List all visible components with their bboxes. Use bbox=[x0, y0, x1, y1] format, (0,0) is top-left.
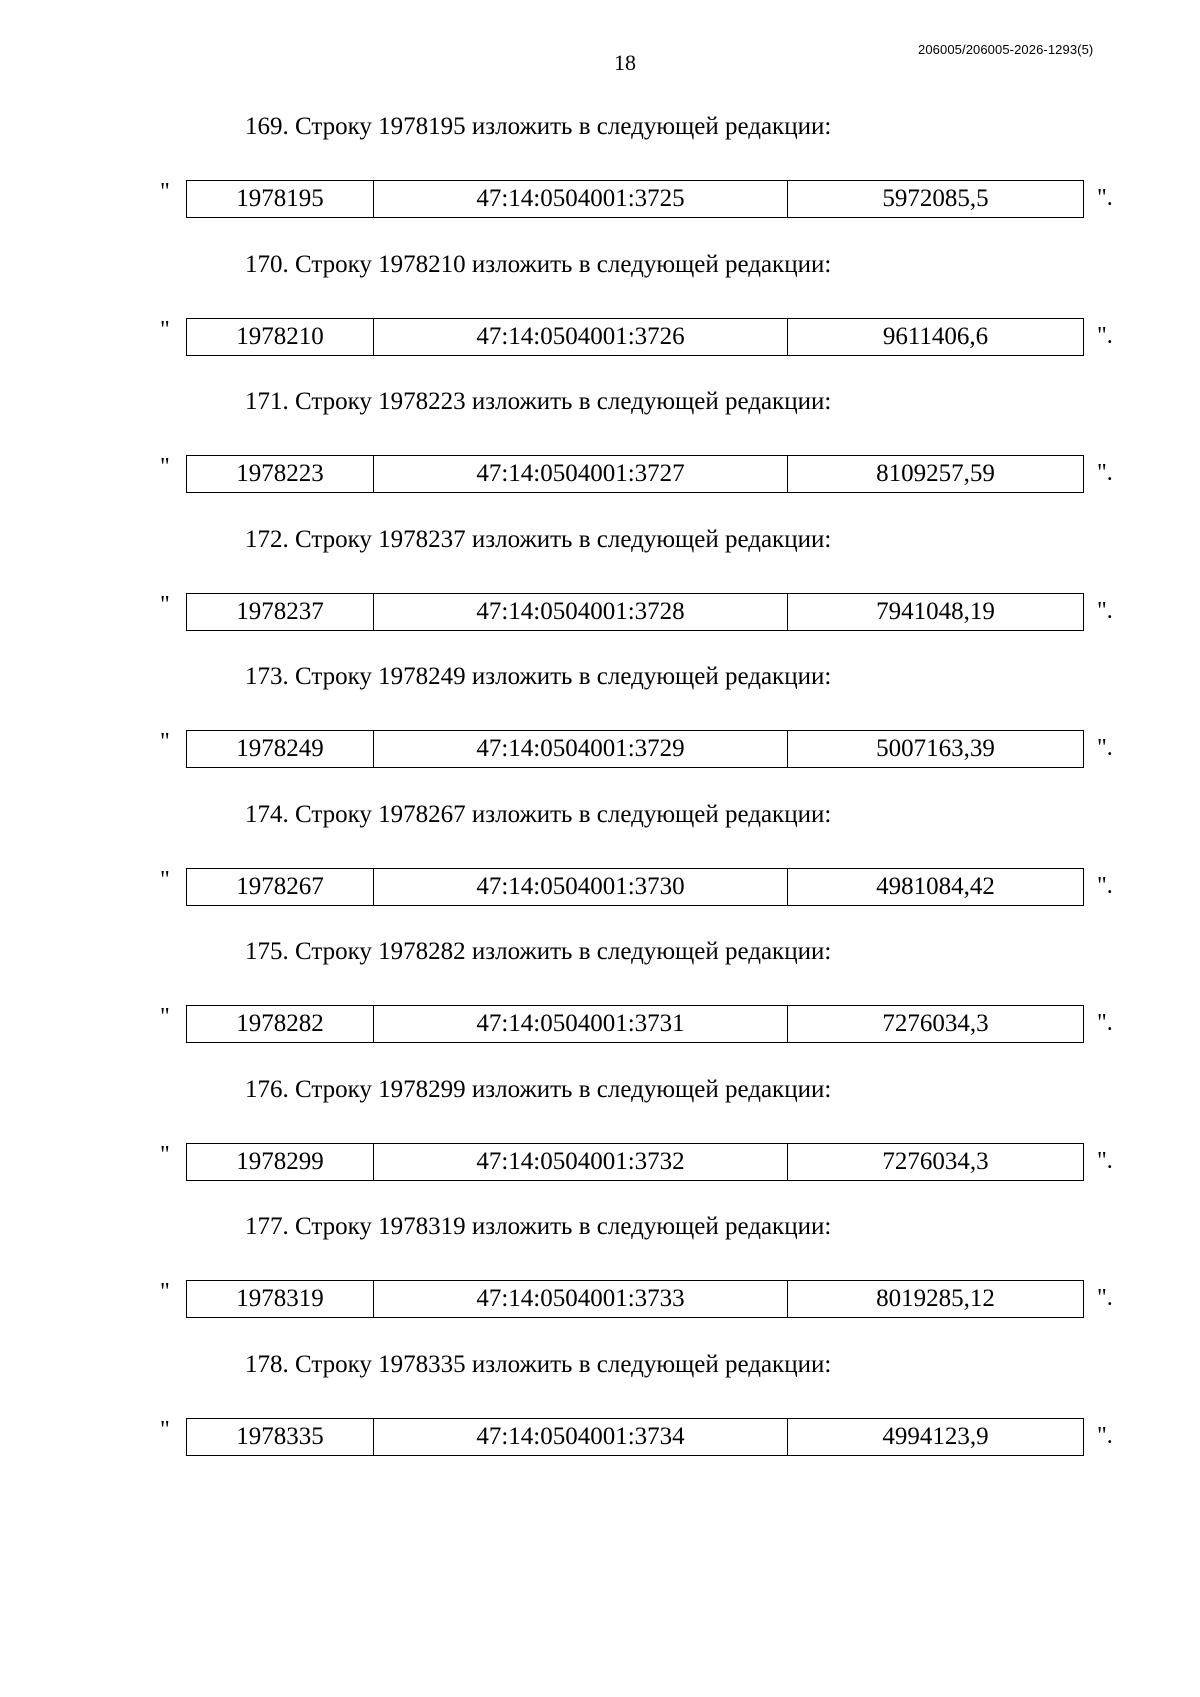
value-cell: 5007163,39 bbox=[788, 731, 1084, 768]
value-cell: 7276034,3 bbox=[788, 1143, 1084, 1180]
value-cell: 7276034,3 bbox=[788, 1006, 1084, 1043]
replacement-row bbox=[0, 593, 1200, 633]
amendment-item bbox=[0, 800, 1200, 938]
replacement-row bbox=[0, 1280, 1200, 1320]
row-code-cell: 1978249 bbox=[187, 731, 374, 768]
document-id: 206005/206005-2026-1293(5) bbox=[918, 42, 1094, 57]
opening-quote: " bbox=[160, 1416, 170, 1443]
replacement-table bbox=[186, 593, 1084, 631]
replacement-table bbox=[186, 1005, 1084, 1043]
amendment-instruction: 173. Строку 1978249 изложить в следующей редакции: bbox=[245, 663, 832, 690]
replacement-row bbox=[0, 455, 1200, 495]
replacement-table bbox=[186, 1418, 1084, 1456]
closing-quote: ". bbox=[1097, 1285, 1113, 1311]
amendment-item bbox=[0, 1212, 1200, 1350]
page-number: 18 bbox=[614, 50, 636, 75]
replacement-table bbox=[186, 455, 1084, 493]
amendment-item bbox=[0, 112, 1200, 250]
row-code-cell: 1978282 bbox=[187, 1006, 374, 1043]
cadastral-number-cell: 47:14:0504001:3725 bbox=[374, 181, 788, 218]
cadastral-number-cell: 47:14:0504001:3726 bbox=[374, 318, 788, 355]
closing-quote: ". bbox=[1097, 1422, 1113, 1449]
cadastral-number-cell: 47:14:0504001:3728 bbox=[374, 593, 788, 630]
amendment-item bbox=[0, 250, 1200, 388]
cadastral-number-cell: 47:14:0504001:3729 bbox=[374, 731, 788, 768]
amendment-item bbox=[0, 1350, 1200, 1488]
value-cell: 8019285,12 bbox=[788, 1281, 1084, 1318]
opening-quote: " bbox=[160, 591, 170, 618]
replacement-row bbox=[0, 1143, 1200, 1183]
cadastral-number-cell: 47:14:0504001:3730 bbox=[374, 868, 788, 905]
value-cell: 4994123,9 bbox=[788, 1418, 1084, 1455]
opening-quote: " bbox=[160, 729, 170, 755]
value-cell: 9611406,6 bbox=[788, 318, 1084, 355]
closing-quote: ". bbox=[1097, 735, 1113, 761]
cadastral-number-cell: 47:14:0504001:3732 bbox=[374, 1143, 788, 1180]
row-code-cell: 1978319 bbox=[187, 1281, 374, 1318]
amendment-instruction: 177. Строку 1978319 изложить в следующей редакции: bbox=[245, 1213, 832, 1240]
closing-quote: ". bbox=[1097, 597, 1113, 624]
opening-quote: " bbox=[160, 1141, 170, 1168]
amendment-instruction: 176. Строку 1978299 изложить в следующей редакции: bbox=[245, 1075, 832, 1103]
amendment-list bbox=[0, 112, 1200, 1487]
amendment-instruction: 174. Строку 1978267 изложить в следующей редакции: bbox=[245, 800, 832, 828]
amendment-item bbox=[0, 387, 1200, 525]
row-code-cell: 1978210 bbox=[187, 318, 374, 355]
value-cell: 8109257,59 bbox=[788, 456, 1084, 493]
opening-quote: " bbox=[160, 179, 170, 205]
amendment-instruction: 169. Строку 1978195 изложить в следующей редакции: bbox=[245, 113, 832, 140]
replacement-table bbox=[186, 180, 1084, 218]
replacement-row bbox=[0, 730, 1200, 770]
amendment-instruction: 170. Строку 1978210 изложить в следующей редакции: bbox=[245, 250, 832, 278]
closing-quote: ". bbox=[1097, 872, 1113, 899]
cadastral-number-cell: 47:14:0504001:3734 bbox=[374, 1418, 788, 1455]
replacement-table bbox=[186, 730, 1084, 768]
closing-quote: ". bbox=[1097, 460, 1113, 486]
closing-quote: ". bbox=[1097, 1010, 1113, 1036]
replacement-table bbox=[186, 318, 1084, 356]
amendment-instruction: 171. Строку 1978223 изложить в следующей редакции: bbox=[245, 388, 832, 415]
row-code-cell: 1978299 bbox=[187, 1143, 374, 1180]
closing-quote: ". bbox=[1097, 322, 1113, 349]
cadastral-number-cell: 47:14:0504001:3731 bbox=[374, 1006, 788, 1043]
amendment-instruction: 178. Строку 1978335 изложить в следующей редакции: bbox=[245, 1350, 832, 1378]
amendment-item bbox=[0, 662, 1200, 800]
cadastral-number-cell: 47:14:0504001:3727 bbox=[374, 456, 788, 493]
row-code-cell: 1978195 bbox=[187, 181, 374, 218]
amendment-item bbox=[0, 525, 1200, 663]
replacement-row bbox=[0, 318, 1200, 358]
opening-quote: " bbox=[160, 454, 170, 480]
row-code-cell: 1978335 bbox=[187, 1418, 374, 1455]
value-cell: 5972085,5 bbox=[788, 181, 1084, 218]
opening-quote: " bbox=[160, 1004, 170, 1030]
closing-quote: ". bbox=[1097, 185, 1113, 211]
amendment-item bbox=[0, 1075, 1200, 1213]
replacement-row bbox=[0, 1005, 1200, 1045]
replacement-row bbox=[0, 868, 1200, 908]
opening-quote: " bbox=[160, 1279, 170, 1305]
row-code-cell: 1978267 bbox=[187, 868, 374, 905]
opening-quote: " bbox=[160, 316, 170, 343]
closing-quote: ". bbox=[1097, 1147, 1113, 1174]
opening-quote: " bbox=[160, 866, 170, 893]
value-cell: 4981084,42 bbox=[788, 868, 1084, 905]
replacement-table bbox=[186, 868, 1084, 906]
replacement-table bbox=[186, 1143, 1084, 1181]
cadastral-number-cell: 47:14:0504001:3733 bbox=[374, 1281, 788, 1318]
replacement-row bbox=[0, 180, 1200, 220]
replacement-row bbox=[0, 1418, 1200, 1458]
replacement-table bbox=[186, 1280, 1084, 1318]
amendment-instruction: 172. Строку 1978237 изложить в следующей редакции: bbox=[245, 525, 832, 553]
row-code-cell: 1978223 bbox=[187, 456, 374, 493]
amendment-item bbox=[0, 937, 1200, 1075]
value-cell: 7941048,19 bbox=[788, 593, 1084, 630]
row-code-cell: 1978237 bbox=[187, 593, 374, 630]
amendment-instruction: 175. Строку 1978282 изложить в следующей редакции: bbox=[245, 938, 832, 965]
